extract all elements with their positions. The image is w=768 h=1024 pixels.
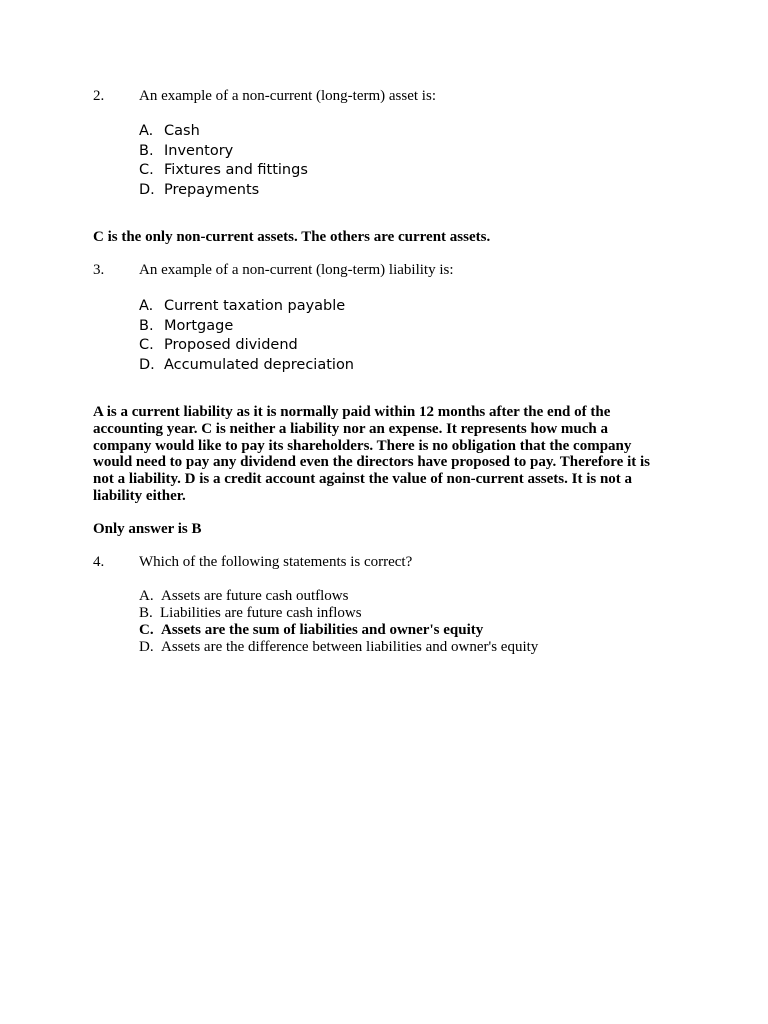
explanation-line: liability either. (93, 487, 186, 504)
question-2-option-a: A. Cash (139, 123, 200, 139)
question-4-option-b: B. Liabilities are future cash inflows (139, 605, 362, 621)
explanation-line: A is a current liability as it is normally paid within 12 months after the end of the (93, 404, 611, 420)
question-4-option-d: D. Assets are the difference between liabilities and owner's equity (139, 639, 539, 655)
question-3-option-d: D. Accumulated depreciation (139, 356, 355, 373)
question-3-options (139, 297, 354, 375)
question-4-option-c: C. Assets are the sum of liabilities and owner's equity (139, 622, 484, 638)
question-2-text: An example of a non-current (long-term) asset is: (139, 88, 436, 104)
question-4-options (139, 588, 538, 656)
question-2-option-c: C. Fixtures and fittings (139, 162, 308, 178)
question-4-number: 4. (93, 554, 105, 570)
explanation-line: accounting year. C is neither a liability nor an expense. It represents how much a (93, 420, 609, 437)
question-3-option-c: C. Proposed dividend (139, 337, 298, 353)
question-2-option-b: B. Inventory (139, 142, 234, 159)
question-4-option-a: A. Assets are future cash outflows (139, 588, 349, 604)
question-3-number: 3. (93, 262, 105, 278)
question-2-option-d: D. Prepayments (139, 181, 260, 198)
question-3-text: An example of a non-current (long-term) liability is: (139, 262, 454, 278)
explanation-line: would need to pay any dividend even the directors have proposed to pay. Therefore it is (93, 454, 650, 471)
explanation-line: company would like to pay its shareholders. There is no obligation that the company (93, 437, 632, 454)
question-3-answer: Only answer is B (93, 521, 202, 537)
question-2-options (139, 122, 308, 200)
question-2-number: 2. (93, 88, 105, 104)
question-3-explanation (93, 404, 683, 505)
question-3-option-b: B. Mortgage (139, 317, 234, 334)
explanation-line: not a liability. D is a credit account against the value of non-current assets. It is not a (93, 471, 633, 488)
question-4-text: Which of the following statements is correct? (139, 554, 413, 570)
question-2-answer: C is the only non-current assets. The others are current assets. (93, 229, 491, 245)
question-3-option-a: A. Current taxation payable (139, 298, 346, 314)
